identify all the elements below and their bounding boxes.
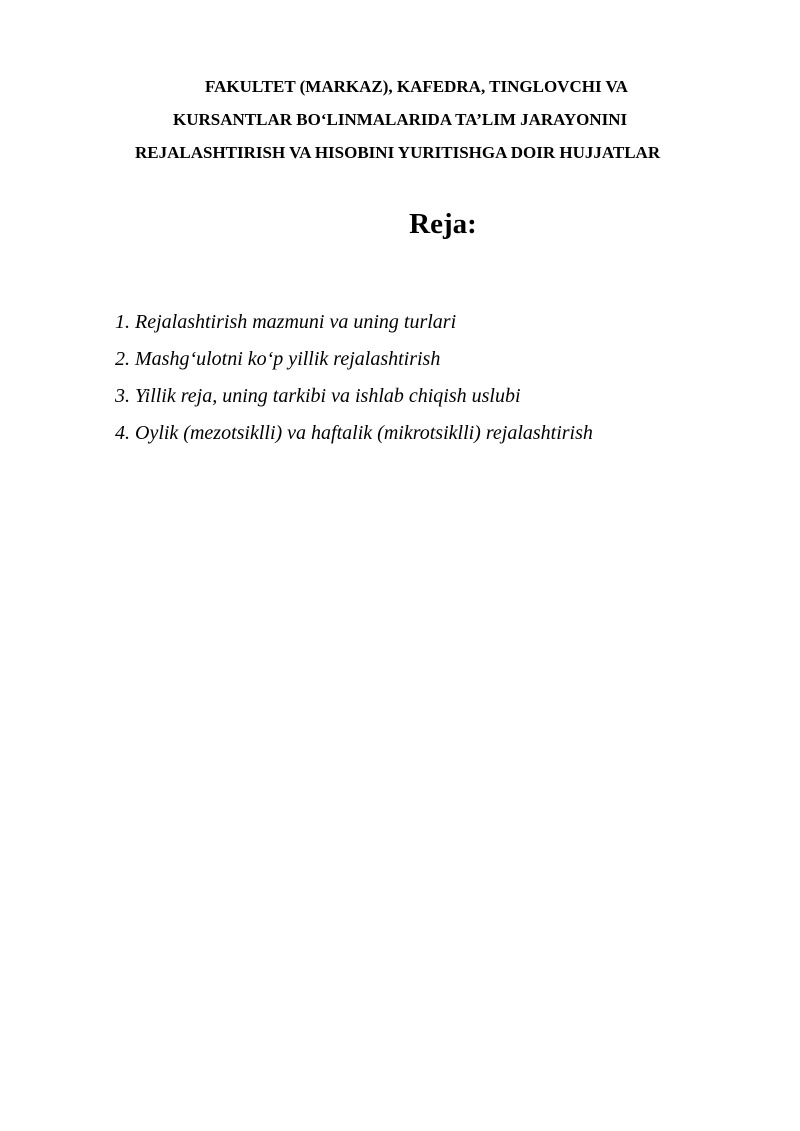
plan-item: 3. Yillik reja, uning tarkibi va ishlab chiqish uslubi [115, 385, 521, 407]
document-title-line-2: KURSANTLAR BO‘LINMALARIDA TA’LIM JARAYONINI [173, 110, 628, 129]
document-title-line-1: FAKULTET (MARKAZ), KAFEDRA, TINGLOVCHI VA [205, 77, 628, 96]
plan-item: 1. Rejalashtirish mazmuni va uning turlari [115, 311, 457, 333]
plan-item: 2. Mashg‘ulotni ko‘p yillik rejalashtirish [115, 348, 441, 370]
plan-item: 4. Oylik (mezotsiklli) va haftalik (mikrotsiklli) rejalashtirish [115, 422, 593, 444]
document-title-line-3: REJALASHTIRISH VA HISOBINI YURITISHGA DOIR HUJJATLAR [135, 143, 661, 162]
plan-list [115, 310, 593, 458]
plan-heading: Reja: [409, 208, 477, 240]
